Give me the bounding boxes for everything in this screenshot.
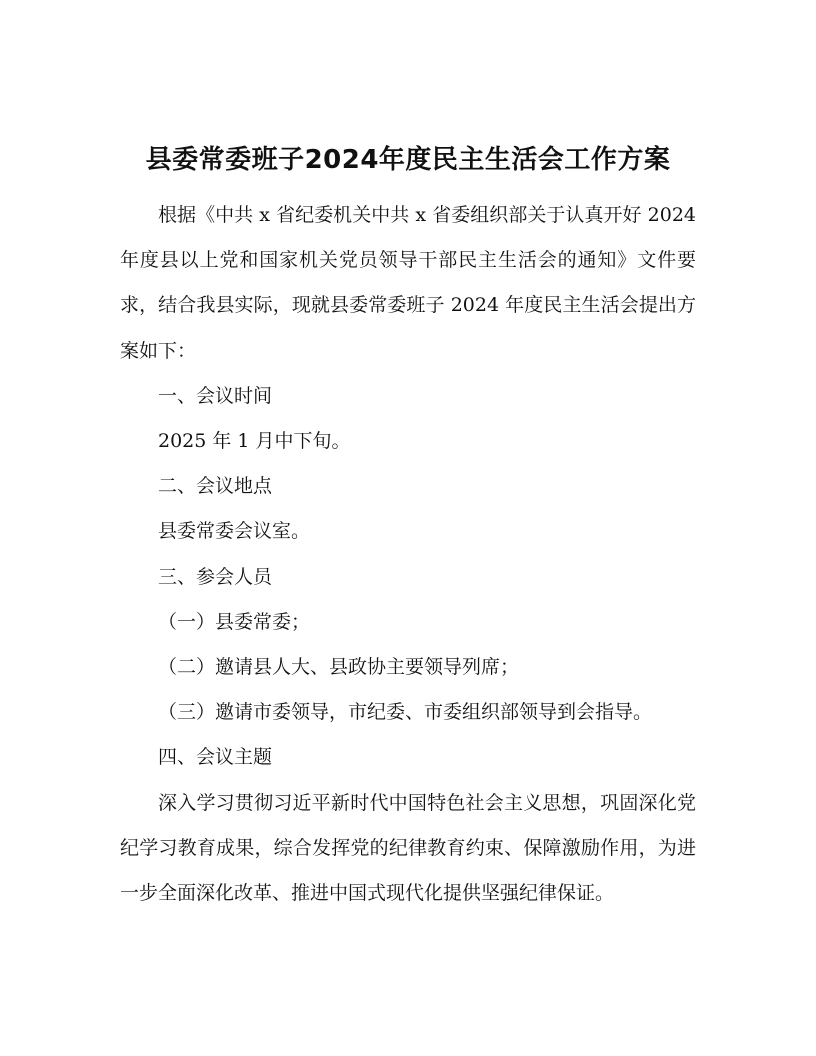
document-title: 县委常委班子2024年度民主生活会工作方案: [145, 145, 671, 175]
meeting-location-text: 县委常委会议室。: [158, 520, 311, 543]
intro-paragraph: 根据《中共 x 省纪委机关中共 x 省委组织部关于认真开好 2024 年度县以上党和国家机关党员领导干部民主生活会的通知》文件要求，结合我县实际，现就县委常委班子 2024 年度民主生活会提出方案如下：: [120, 204, 696, 362]
section-heading-theme: 四、会议主题: [158, 746, 273, 769]
meeting-theme-text: 深入学习贯彻习近平新时代中国特色社会主义思想，巩固深化党纪学习教育成果，综合发挥党的纪律教育约束、保障激励作用，为进一步全面深化改革、推进中国式现代化提供坚强纪律保证。: [120, 791, 696, 905]
section-heading-location: 二、会议地点: [158, 475, 273, 498]
document-body: [120, 193, 696, 916]
attendee-item-1: （一）县委常委；: [158, 610, 311, 633]
attendee-item-2: （二）邀请县人大、县政协主要领导列席；: [158, 656, 520, 679]
attendee-item-3: （三）邀请市委领导，市纪委、市委组织部领导到会指导。: [158, 701, 653, 724]
section-heading-attendees: 三、参会人员: [158, 565, 273, 588]
meeting-time-text: 2025 年 1 月中下旬。: [158, 430, 351, 453]
section-heading-time: 一、会议时间: [158, 384, 273, 407]
